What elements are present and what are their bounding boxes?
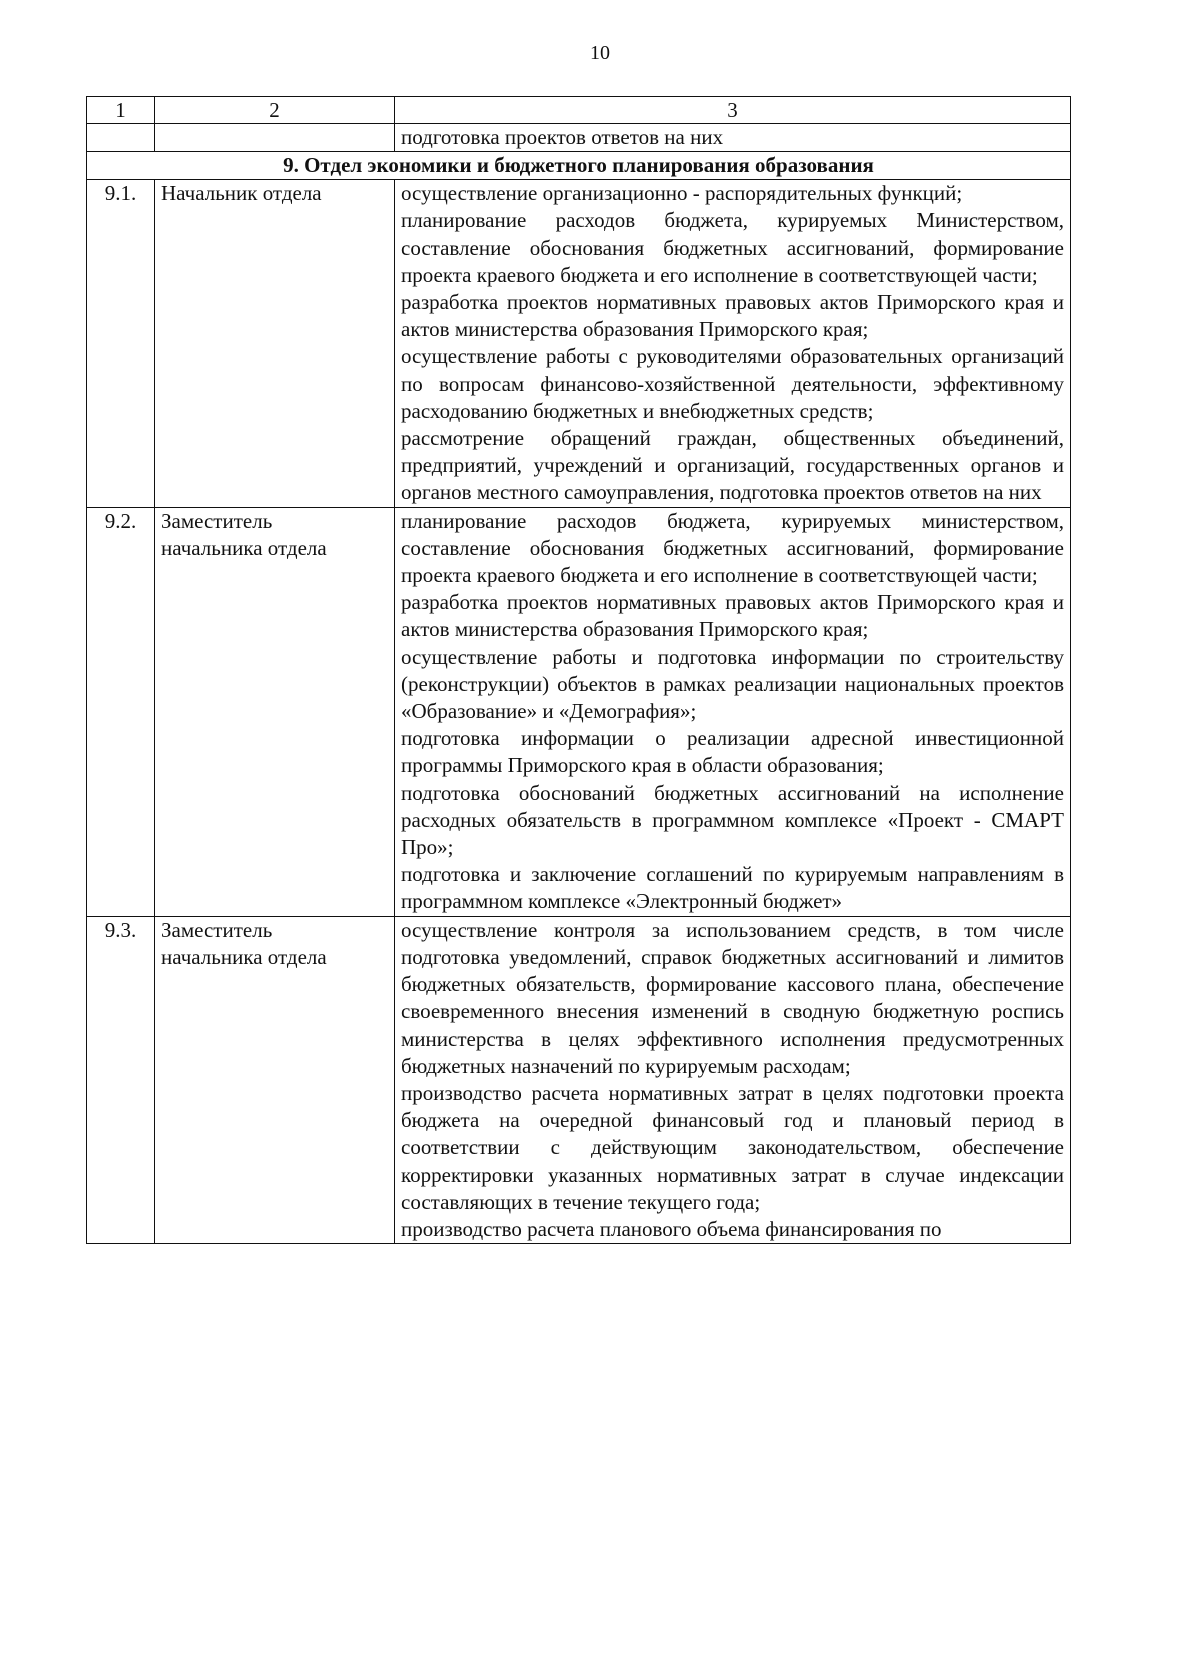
page-number: 10 bbox=[590, 42, 610, 64]
continuation-row bbox=[87, 124, 1071, 152]
table-row bbox=[87, 180, 1071, 507]
duty-item: подготовка информации о реализации адресной инвестиционной программы Приморского края в области образования; bbox=[401, 726, 1064, 778]
column-number-3: 3 bbox=[395, 97, 1071, 124]
duty-item: планирование расходов бюджета, курируемых министерством, составление обоснования бюджетных ассигнований, формирование проекта краевого бюджета и его исполнение в соответствующей части; bbox=[401, 508, 1064, 588]
duty-item: производство расчета планового объема финансирования по bbox=[401, 1216, 942, 1241]
duty-item: осуществление работы с руководителями образовательных организаций по вопросам финансово-хозяйственной деятельности, эффективному расходованию бюджетных и внебюджетных средств; bbox=[401, 344, 1064, 423]
row-number: 9.3. bbox=[87, 916, 155, 1243]
duty-item: разработка проектов нормативных правовых актов Приморского края и актов министерства образования Приморского края; bbox=[401, 590, 1064, 642]
duties-table bbox=[86, 96, 1071, 1244]
table-row bbox=[87, 916, 1071, 1243]
duty-item: осуществление контроля за использованием средств, в том числе подготовка уведомлений, справок бюджетных ассигнований и лимитов бюджетных обязательств, формирование кассового плана, обеспечение своевременного внесения изменений в сводную бюджетную роспись министерства в целях эффективного исполнения предусмотренных бюджетных назначений по курируемым расходам; bbox=[401, 917, 1064, 1078]
duties-cell bbox=[395, 180, 1071, 507]
table-row bbox=[87, 507, 1071, 916]
section-title-row bbox=[87, 152, 1071, 180]
empty-position-cell bbox=[155, 124, 395, 152]
continuation-text: подготовка проектов ответов на них bbox=[395, 124, 1071, 152]
position-title: Заместитель начальника отдела bbox=[155, 507, 395, 916]
duty-item: подготовка и заключение соглашений по курируемым направлениям в программном комплексе «Электронный бюджет» bbox=[401, 862, 1064, 914]
column-number-1: 1 bbox=[87, 97, 155, 124]
duty-item: осуществление организационно - распорядительных функций; bbox=[401, 181, 963, 206]
duty-item: разработка проектов нормативных правовых актов Приморского края и актов министерства образования Приморского края; bbox=[401, 290, 1064, 342]
duty-item: производство расчета нормативных затрат в целях подготовки проекта бюджета на очередной финансовый год и плановый период в соответствии с действующим законодательством, обеспечение корректировки указанных нормативных затрат в случае индексации составляющих в течение текущего года; bbox=[401, 1080, 1064, 1214]
duty-item: планирование расходов бюджета, курируемых Министерством, составление обоснования бюджетных ассигнований, формирование проекта краевого бюджета и его исполнение в соответствующей части; bbox=[401, 208, 1064, 287]
position-title: Начальник отдела bbox=[155, 180, 395, 507]
duty-item: рассмотрение обращений граждан, общественных объединений, предприятий, учреждений и организаций, государственных органов и органов местного самоуправления, подготовка проектов ответов на них bbox=[401, 426, 1064, 505]
duty-item: осуществление работы и подготовка информации по строительству (реконструкции) объектов в рамках реализации национальных проектов «Образование» и «Демография»; bbox=[401, 644, 1064, 724]
row-number: 9.2. bbox=[87, 507, 155, 916]
column-number-2: 2 bbox=[155, 97, 395, 124]
duties-cell bbox=[395, 916, 1071, 1243]
row-number: 9.1. bbox=[87, 180, 155, 507]
duty-item: подготовка обоснований бюджетных ассигнований на исполнение расходных обязательств в программном комплексе «Проект - СМАРТ Про»; bbox=[401, 780, 1064, 860]
position-title: Заместитель начальника отдела bbox=[155, 916, 395, 1243]
empty-num-cell bbox=[87, 124, 155, 152]
duties-cell bbox=[395, 507, 1071, 916]
section-title: 9. Отдел экономики и бюджетного планирования образования bbox=[87, 152, 1071, 180]
column-number-row bbox=[87, 97, 1071, 124]
